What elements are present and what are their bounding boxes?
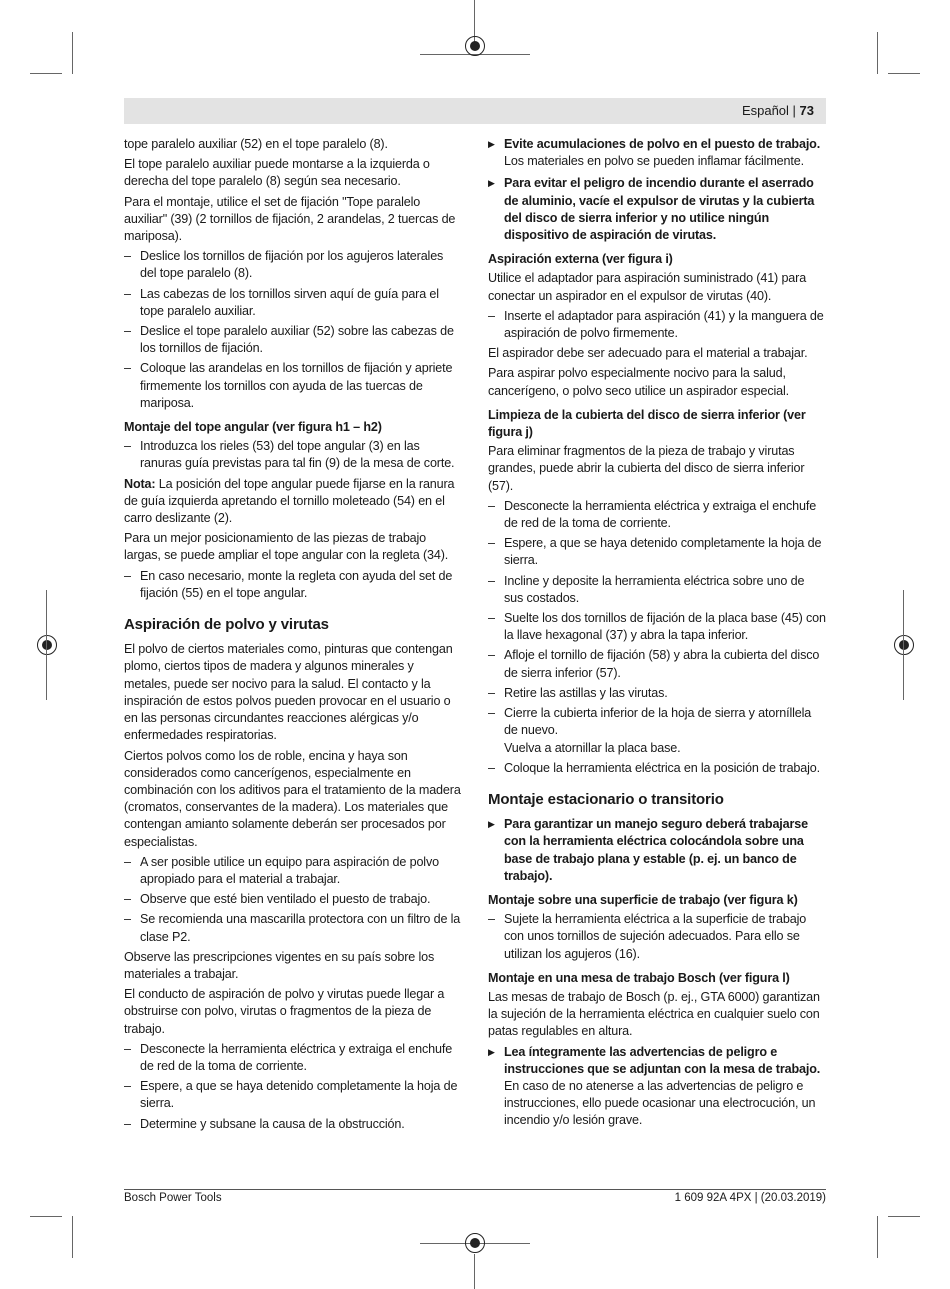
list-item: – Coloque las arandelas en los tornillos de fijación y apriete firmemente los tornillos con ayuda de las tuercas de mariposa. <box>124 360 462 412</box>
warning-bold: Lea íntegramente las advertencias de peligro e instrucciones que se adjuntan con la mesa de trabajo. <box>504 1044 821 1076</box>
warning-bold: Para evitar el peligro de incendio durante el aserrado de aluminio, vacíe el expulsor de virutas y la cubierta del disco de sierra inferior y no utilice ningún dispositivo de aspiración de virutas. <box>504 176 815 243</box>
subheading: Montaje sobre una superficie de trabajo (ver figura k) <box>488 892 798 907</box>
paragraph: El tope paralelo auxiliar puede montarse a la izquierda o derecha del tope paralelo (8) según sea necesario. <box>124 157 430 189</box>
paragraph: Observe las prescripciones vigentes en su país sobre los materiales a trabajar. <box>124 949 435 981</box>
paragraph: Para eliminar fragmentos de la pieza de trabajo y virutas grandes, puede abrir la cubierta del disco de sierra inferior (57). <box>488 444 805 493</box>
warning-item <box>488 136 826 170</box>
list-item: – Incline y deposite la herramienta eléctrica sobre uno de sus costados. <box>488 573 826 607</box>
section-heading: Montaje estacionario o transitorio <box>488 790 724 808</box>
warning-item <box>488 1044 826 1130</box>
list-item: – Introduzca los rieles (53) del tope angular (3) en las ranuras guía previstas para tal fin (9) de la mesa de corte. <box>124 438 462 472</box>
crop-mark <box>888 73 920 74</box>
note-text: La posición del tope angular puede fijarse en la ranura de guía izquierda apretando el tornillo moleteado (54) en el carro deslizante (2). <box>124 476 455 526</box>
list-item-text: Vuelva a atornillar la placa base. <box>504 740 681 755</box>
page-number: 73 <box>799 103 814 118</box>
registration-mark-icon <box>37 635 57 655</box>
list-item: – En caso necesario, monte la regleta con ayuda del set de fijación (55) en el tope angular. <box>124 568 462 602</box>
list-item: – A ser posible utilice un equipo para aspiración de polvo apropiado para el material a trabajar. <box>124 854 462 888</box>
footer-doc-id: 1 609 92A 4PX | (20.03.2019) <box>674 1192 826 1204</box>
registration-mark-icon <box>465 36 485 56</box>
warning-item <box>488 816 826 885</box>
list-item: – Inserte el adaptador para aspiración (41) y la manguera de aspiración de polvo firmemente. <box>488 308 826 342</box>
crop-mark <box>888 1216 920 1217</box>
list-item: – Sujete la herramienta eléctrica a la superficie de trabajo con unos tornillos de sujeción adecuados. Para ello se utilizan los agujeros (16). <box>488 911 826 963</box>
paragraph: tope paralelo auxiliar (52) en el tope paralelo (8). <box>124 137 388 151</box>
paragraph: El conducto de aspiración de polvo y virutas puede llegar a obstruirse con polvo, virutas o fragmentos de la pieza de trabajo. <box>124 987 445 1036</box>
crop-mark <box>474 1254 475 1289</box>
warning-text: En caso de no atenerse a las advertencias de peligro e instrucciones, ello puede ocasionar una electrocución, un incendio y/o lesión grave. <box>504 1078 816 1128</box>
subheading: Limpieza de la cubierta del disco de sierra inferior (ver figura j) <box>488 407 806 440</box>
list-item: – Afloje el tornillo de fijación (58) y abra la cubierta del disco de sierra inferior (57). <box>488 647 826 681</box>
list-item: – Retire las astillas y las virutas. <box>488 685 826 702</box>
paragraph: El aspirador debe ser adecuado para el material a trabajar. <box>488 346 808 361</box>
right-column <box>488 136 826 1135</box>
section-heading: Aspiración de polvo y virutas <box>124 616 329 634</box>
registration-mark-icon <box>894 635 914 655</box>
left-column <box>124 136 462 1136</box>
warning-text: Los materiales en polvo se pueden inflamar fácilmente. <box>504 154 804 169</box>
page-header: Español | 73 <box>741 103 814 118</box>
header-language: Español <box>741 103 789 118</box>
list-item: – Suelte los dos tornillos de fijación de la placa base (45) con la llave hexagonal (37) y abra la tapa inferior. <box>488 610 826 644</box>
crop-mark <box>903 590 904 700</box>
paragraph: Para aspirar polvo especialmente nocivo para la salud, cancerígeno, o polvo seco utilice un aspirador especial. <box>488 366 790 398</box>
footer-brand: Bosch Power Tools <box>124 1192 222 1204</box>
list-item: – Deslice el tope paralelo auxiliar (52) sobre las cabezas de los tornillos de fijación. <box>124 323 462 357</box>
paragraph: Las mesas de trabajo de Bosch (p. ej., GTA 6000) garantizan la sujeción de la herramienta eléctrica en cualquier suelo con patas regulables en altura. <box>488 989 820 1039</box>
list-item <box>488 705 826 757</box>
list-item: – Determine y subsane la causa de la obstrucción. <box>124 1116 462 1133</box>
subheading: Aspiración externa (ver figura i) <box>488 252 673 267</box>
list-item: – Las cabezas de los tornillos sirven aquí de guía para el tope paralelo auxiliar. <box>124 286 462 320</box>
paragraph: Ciertos polvos como los de roble, encina y haya son considerados como cancerígenos, especialmente en combinación con los aditivos para el tratamiento de la madera (cromatos, conservantes de la madera). Los materiales que contengan amianto solamente deberán ser procesados por especialistas. <box>124 748 461 849</box>
paragraph: Para el montaje, utilice el set de fijación "Tope paralelo auxiliar" (39) (2 tornillos de fijación, 2 arandelas, 2 tuercas de mariposa). <box>124 194 456 244</box>
list-item: – Desconecte la herramienta eléctrica y extraiga el enchufe de red de la toma de corriente. <box>124 1041 462 1075</box>
crop-mark <box>30 73 62 74</box>
paragraph: Utilice el adaptador para aspiración suministrado (41) para conectar un aspirador en el expulsor de virutas (40). <box>488 271 807 303</box>
list-item: – Se recomienda una mascarilla protectora con un filtro de la clase P2. <box>124 911 462 945</box>
crop-mark <box>877 1216 878 1258</box>
list-item: – Espere, a que se haya detenido completamente la hoja de sierra. <box>124 1078 462 1112</box>
list-item: – Espere, a que se haya detenido completamente la hoja de sierra. <box>488 535 826 569</box>
note-paragraph <box>124 476 462 528</box>
crop-mark <box>46 590 47 700</box>
list-item: – Coloque la herramienta eléctrica en la posición de trabajo. <box>488 760 826 777</box>
paragraph: El polvo de ciertos materiales como, pinturas que contengan plomo, ciertos tipos de madera y algunos minerales y metales, puede ser nocivo para la salud. El contacto y la inspiración de estos polvos pueden provocar en el usuario o en las personas circundantes reacciones alérgicas y/o enfermedades respiratorias. <box>124 642 453 743</box>
list-item: – Desconecte la herramienta eléctrica y extraiga el enchufe de red de la toma de corriente. <box>488 498 826 532</box>
subheading: Montaje en una mesa de trabajo Bosch (ver figura l) <box>488 970 790 985</box>
list-item-text: Cierre la cubierta inferior de la hoja de sierra y atorníllela de nuevo. <box>504 706 812 738</box>
subheading: Montaje del tope angular (ver figura h1 – h2) <box>124 420 382 435</box>
paragraph: Para un mejor posicionamiento de las piezas de trabajo largas, se puede ampliar el tope angular con la regleta (34). <box>124 531 449 563</box>
warning-item <box>488 175 826 244</box>
warning-bold: Evite acumulaciones de polvo en el puesto de trabajo. <box>504 137 821 151</box>
list-item: – Deslice los tornillos de fijación por los agujeros laterales del tope paralelo (8). <box>124 248 462 282</box>
crop-mark <box>72 1216 73 1258</box>
crop-mark <box>30 1216 62 1217</box>
crop-mark <box>877 32 878 74</box>
warning-bold: Para garantizar un manejo seguro deberá trabajarse con la herramienta eléctrica colocándola sobre una base de trabajo plana y estable (p. ej. un banco de trabajo). <box>504 817 808 883</box>
list-item: – Observe que esté bien ventilado el puesto de trabajo. <box>124 891 462 908</box>
note-label: Nota: <box>124 476 156 491</box>
crop-mark <box>72 32 73 74</box>
footer-divider <box>124 1189 826 1190</box>
header-bar <box>124 98 826 124</box>
registration-mark-icon <box>465 1233 485 1253</box>
